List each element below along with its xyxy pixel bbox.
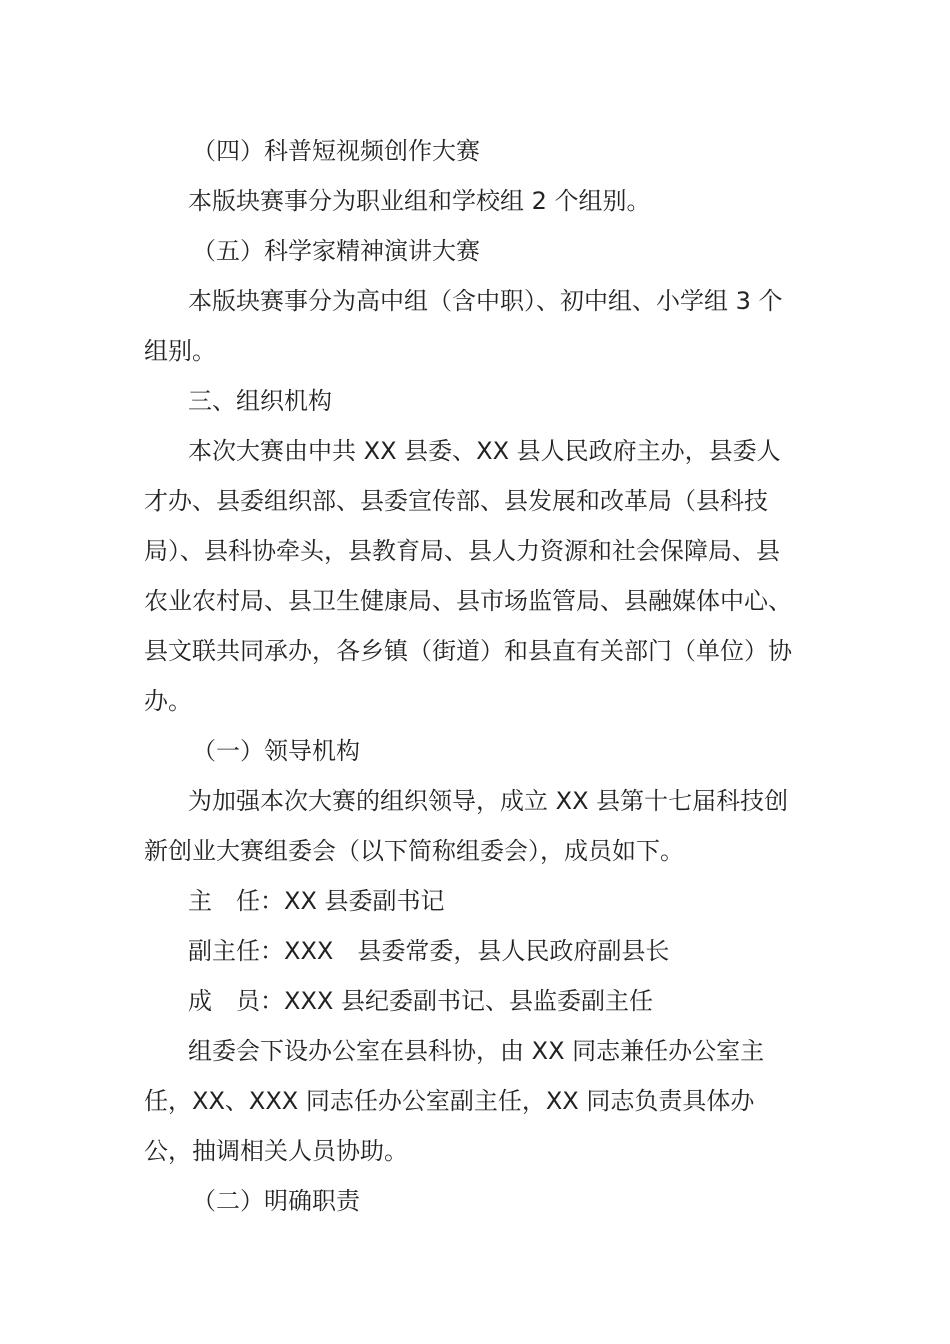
section-heading-3: 三、组织机构 [188, 387, 332, 415]
paragraph-deputy-director: 副主任：XXX 县委常委，县人民政府副县长 [188, 937, 670, 965]
paragraph-director: 主 任：XX 县委副书记 [188, 887, 445, 915]
document-body [144, 126, 800, 1226]
paragraph-speech-contest: 本版块赛事分为高中组（含中职）、初中组、小学组 3 个组别。 [144, 287, 783, 365]
paragraph-video-contest: 本版块赛事分为职业组和学校组 2 个组别。 [188, 187, 651, 215]
paragraph-organizers: 本次大赛由中共 XX 县委、XX 县人民政府主办，县委人才办、县委组织部、县委宣传部、县发展和改革局（县科技局）、县科协牵头，县教育局、县人力资源和社会保障局、县农业农村局、县卫生健康局、县市场监管局、县融媒体中心、县文联共同承办，各乡镇（街道）和县直有关部门（单位）协办。 [144, 437, 792, 715]
section-heading-5: （五）科学家精神演讲大赛 [192, 237, 480, 265]
paragraph-members: 成 员：XXX 县纪委副书记、县监委副主任 [188, 987, 653, 1015]
section-heading-1: （一）领导机构 [192, 737, 360, 765]
paragraph-office: 组委会下设办公室在县科协，由 XX 同志兼任办公室主任，XX、XXX 同志任办公室副主任，XX 同志负责具体办公，抽调相关人员协助。 [144, 1037, 765, 1165]
paragraph-leadership: 为加强本次大赛的组织领导，成立 XX 县第十七届科技创新创业大赛组委会（以下简称组委会），成员如下。 [144, 787, 789, 865]
section-heading-4: （四）科普短视频创作大赛 [192, 137, 480, 165]
section-heading-2: （二）明确职责 [192, 1187, 360, 1215]
